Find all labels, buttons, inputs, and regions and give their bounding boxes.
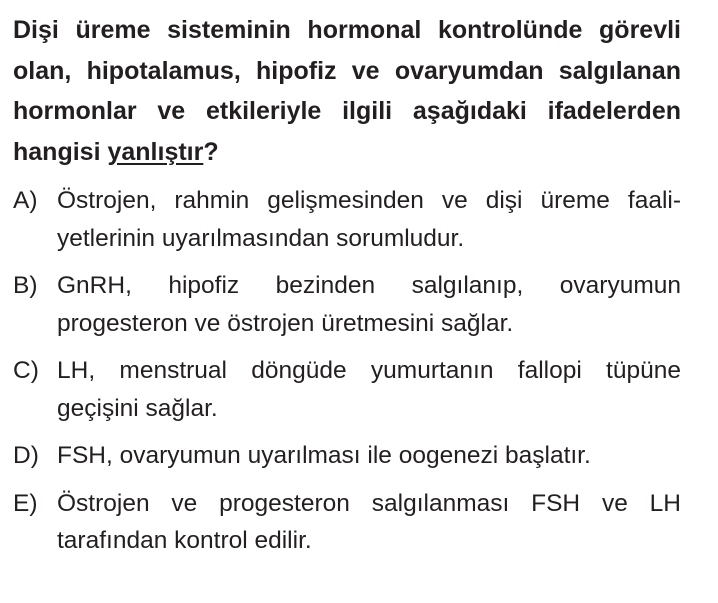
option-a[interactable]: [13, 182, 681, 257]
option-d[interactable]: [13, 437, 681, 475]
option-text: Östrojen, rahmin gelişmesinden ve dişi üreme faali-yetlerinin uyarılmasından sorumludur.: [57, 187, 681, 252]
option-text: Östrojen ve progesteron salgılanması FSH ve LH tarafından kontrol edilir.: [57, 489, 681, 554]
question-stem: [13, 10, 681, 172]
option-letter: D): [13, 442, 39, 469]
option-letter: C): [13, 357, 39, 384]
option-letter: B): [13, 272, 38, 299]
question-block: [13, 10, 681, 570]
option-text: LH, menstrual döngüde yumurtanın fallopi tüpüne geçişini sağlar.: [57, 357, 681, 422]
answer-options: [13, 182, 681, 560]
option-text: GnRH, hipofiz bezinden salgılanıp, ovaryumun progesteron ve östrojen üretmesini sağlar.: [57, 272, 681, 337]
question-emphasis: yanlıştır: [107, 137, 204, 166]
question-mark: ?: [203, 137, 219, 166]
option-letter: A): [13, 187, 38, 214]
question-stem-text: Dişi üreme sisteminin hormonal kontrolünde görevli olan, hipotalamus, hipofiz ve ovaryumdan salgılanan hormonlar ve etkileriyle ilgili aşağıdaki ifadelerden hangisi: [13, 16, 681, 166]
option-text: FSH, ovaryumun uyarılması ile oogenezi başlatır.: [57, 442, 591, 469]
option-letter: E): [13, 489, 38, 517]
option-e[interactable]: [13, 485, 681, 560]
option-c[interactable]: [13, 352, 681, 427]
option-b[interactable]: [13, 267, 681, 342]
